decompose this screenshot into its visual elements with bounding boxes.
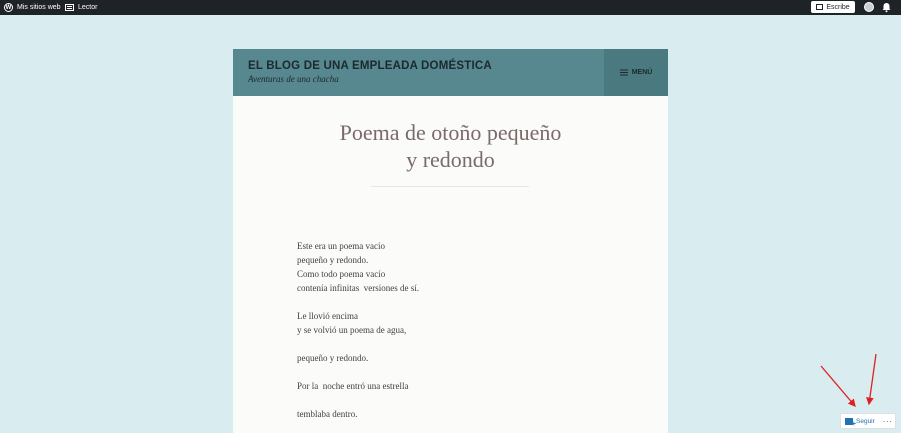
- poem-line: pequeño y redondo.: [297, 255, 369, 265]
- poem-line: temblaba dentro.: [297, 409, 358, 419]
- annotation-arrow-left: [821, 366, 855, 406]
- my-sites-label: Mis sitios web: [17, 4, 61, 11]
- post-title-line-2: y redondo: [406, 147, 495, 172]
- poem-line: y se volvió un poema de agua,: [297, 325, 407, 335]
- menu-label: MENÚ: [631, 69, 653, 76]
- follow-button[interactable]: Seguir: [856, 417, 875, 425]
- post-title-line-1: Poema de otoño pequeño: [339, 120, 562, 145]
- reader-label: Lector: [78, 4, 98, 11]
- site-title[interactable]: EL BLOG DE UNA EMPLEADA DOMÉSTICA: [248, 60, 492, 72]
- wordpress-icon: W: [5, 4, 12, 11]
- more-options-button[interactable]: ···: [882, 416, 893, 426]
- poem-line: Le llovió encima: [297, 311, 358, 321]
- poem-line: contenía infinitas versiones de sí.: [297, 283, 419, 293]
- poem-line: Este era un poema vacío: [297, 241, 385, 251]
- poem-line: Por la noche entró una estrella: [297, 381, 409, 391]
- site-description: Aventuras de una chacha: [248, 74, 339, 84]
- poem-line: pequeño y redondo.: [297, 353, 369, 363]
- annotation-arrow-right: [869, 354, 876, 404]
- write-label: Escribe: [826, 3, 850, 11]
- poem-line: Como todo poema vacío: [297, 269, 386, 279]
